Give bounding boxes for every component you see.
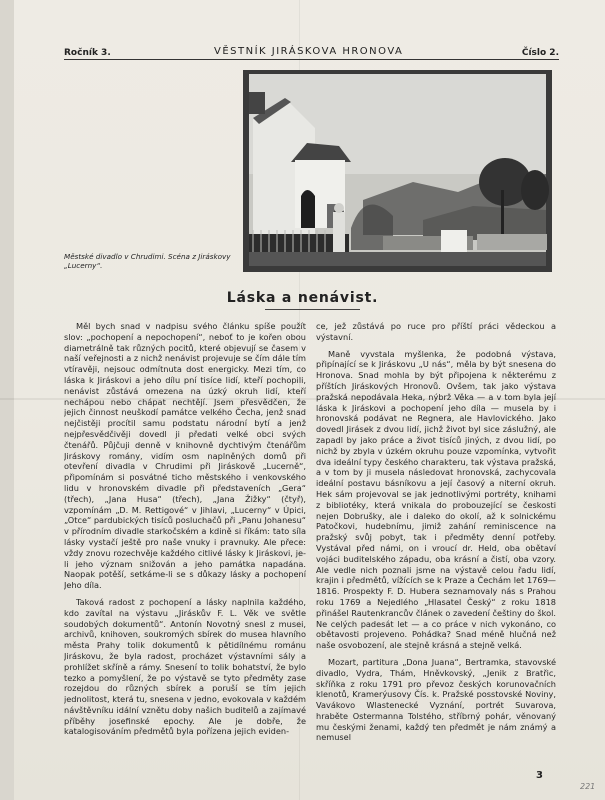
right-text-column <box>316 321 556 783</box>
title-underline <box>265 309 360 310</box>
paragraph: Maně vyvstala myšlenka, že podobná výstava, připínající se k Jiráskovu „U nás“, měla by být snesena do Hronova. Snad mohla by být připojena k některému z příštích Jiráskových Hronovů. Ovšem, tak jako výstava pražská nepodávala Heka, nýbrž Věka — a v tom byla její láska k Jiráskovi a pochopení jeho díla — musela by i hronovská podávat ne Regnera, ale Havlovického. Jako dovedl Jirásek z dvou lidí, jichž život byl sice záslužný, ale zapadl by jako práce a život tisíců jiných, z dvou lidí, po nichž by zbyla v úzkém okruhu pouze vzpomínka, vytvořit dva ideální typy českého charakteru, tak výstava pražská, a v tom by ji musela následovat hronovská, zachycovala ideální postavu básníkovu a její časový a niterní okruh. Hek sám projevoval se jak jednotlivými portréty, knihami z bibliotéky, která vnikala do probouzející se českosti nejen Dobrušky, ale i daleko do okolí, až k solnickému Patočkovi, hudebnímu, jimiž zahání reminiscence na pražský svůj pobyt, tak i předměty denní potřeby. Vystával před námi, on i vroucí dr. Held, oba obětaví vojáci buditelského západu, oba krásní a čistí, oba vzory. Ale vedle nich poznali jsme na výstavě celou řadu lidí, krajin i předmětů, vížících se k Praze a Čechám let 1769—1816. Prospekty F. D. Hubera seznamovaly nás s Prahou roku 1769 a Nejedlého „Hlasatel Český“ z roku 1818 přinášel Rautenkrancův článek o zavedení češtiny do škol. Ne celých padesát let — a co práce v nich vykonáno, co obětavosti projeveno. Pohádka? Snad méně hlučná než naše osvobození, ale stejně krásná a stejně velká. <box>316 348 556 651</box>
issue-label: Číslo 2. <box>521 48 559 58</box>
photo-caption: Městské divadlo v Chrudimi. Scéna z Jiráskovy „Lucerny“. <box>64 252 231 270</box>
paragraph: Taková radost z pochopení a lásky naplnila každého, kdo zavítal na výstavu „Jiráskův F. L. Věk ve světle soudobých dokumentů“. Antonín Novotný snesl z musei, archivů, knihoven, soukromých sbírek do musea hlavního města Prahy tolik dokumentů k pětidílnému románu Jiráskovu, že byla radost, procházet výstavními sály a prohlížet skříně a rámy. Snesení to tolik bohatství, že bylo tezko a pomyšlení, že po výstavě se tyto předměty zase rozejdou do různých sbírek a poruší se tím jejich jednolitost, která tu, snesena v jedno, evokovala v každém návštěvníku idální vznětu doby našich buditelů a zajímavé příběhy josefinské epochy. Ale je dobře, že katalogisováním předmětů byla pořízena jejich eviden- <box>64 596 306 737</box>
left-text-column <box>64 321 306 791</box>
volume-label: Ročník 3. <box>64 48 111 58</box>
header-rule <box>64 59 559 60</box>
running-header <box>64 44 559 60</box>
page-number: 3 <box>536 770 543 781</box>
paragraph: Mozart, partitura „Dona Juana“, Bertramka, stavovské divadlo, Vydra, Thám, Hněvkovský, „Jenik z Bratřic, skříňka z roku 1791 pro převoz českých korunovačních klenotů, Kramerýusovy Čís. k. Pražské posstovské Noviny, Vavákovo Wlastenecké Vyznání, portrét Suvarova, hraběte Ostermanna Tolstého, stříbrný pohár, věnovaný mu českými ženami, každý ten předmět je nám známý a nemusel <box>316 656 556 743</box>
pencil-annotation: 221 <box>580 782 596 791</box>
article-title: Láska a nenávist. <box>226 290 379 306</box>
paragraph: ce, jež zůstává po ruce pro příští práci vědeckou a výstavní. <box>316 321 556 342</box>
publication-title: VĚSTNÍK JIRÁSKOVA HRONOVA <box>214 46 404 57</box>
theatre-photo <box>243 70 552 272</box>
paragraph: Měl bych snad v nadpisu svého článku spíše použít slov: „pochopení a nepochopení“, neboť to je kořen obou diametrálně tak různých pocitů, které objevují se časem v naší veřejnosti a z nichž nenávist projevuje se čím dále tím vtíravěji, nejsouc odmítnuta dost energicky. Mezi tím, co láska k Jiráskovi a jeho dílu pní tisíce lidí, kteří pochopili, nenávist zůstává omezena na úzký okruh lidí, kteří nechápou nebo chápat nechtějí. Jsem přesvědčen, že jejich činnost neuškodí památce velkého Čecha, jenž snad nejčistěji procítil samu podstatu národní bytí a jenž nejpřesvědčivěji dovedl ji předati velké obci svých čtenářů. Půjčuji denně v knihovně dychtivým čtenářům Jiráskovy romány, vidím osm naplněných domů při otevření divadla v Chrudimi při Jiráskově „Lucerně“, připomínám si posvátné ticho městského i venkovského lidu v hronovském divadle při představeních „Gera“ (třech), „Jana Husa“ (třech), „Jana Žižky“ (čtyř), vzpomínám „D. M. Rettigové“ v Jihlavi, „Lucerny“ v Úpici, „Otce“ pardubických tisíců posluchačů při „Panu Johanesu“ v přírodním divadle starkočském a kdině si říkám: tato síla lásky vystačí ještě pro naše vnuky i pravnuky. Ale přece: vždy znovu rozechvěje každého citlivé lásky k Jiráskovi, je-li jeho význam snižován a jeho památka napadána. Naopak potěší, setkáme-li se s důkazy lásky a pochopení Jeho díla. <box>64 321 306 591</box>
